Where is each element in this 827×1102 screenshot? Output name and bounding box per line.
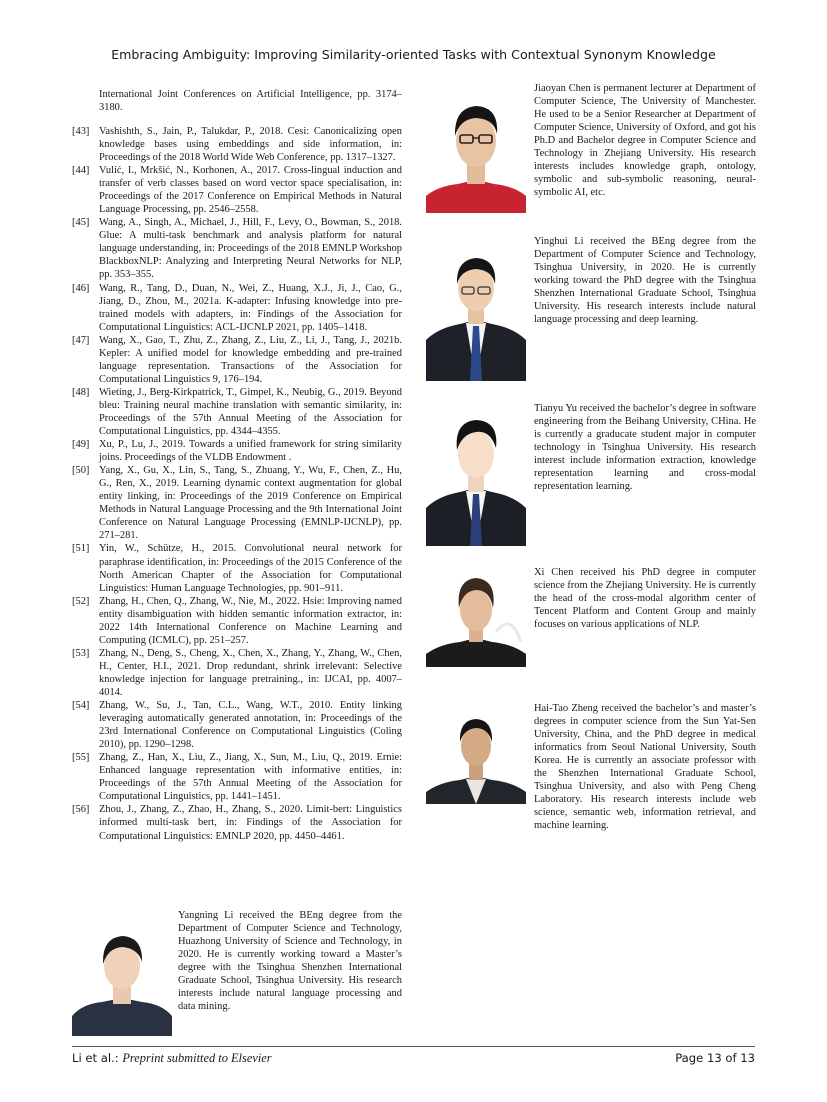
reference-number: [55] [72,752,90,764]
reference-number: [52] [72,595,90,607]
biography-xi-chen: Xi Chen received his PhD degree in computer science from the Zhejiang University. He is currently the head of the cross-modal algorithm center of Tencent Platform and Content Group and mainly focuses on various applications of NLP. [534,567,756,631]
footer-citation [72,1051,272,1066]
footer-rule [72,1046,755,1047]
reference-number: [46] [72,282,90,294]
reference-text: Zhang, Z., Han, X., Liu, Z., Jiang, X., Sun, M., Liu, Q., 2019. Ernie: Enhanced language representation with informative entities, in: Proceedings of the 57th Annual Meeting of the Association for Computational Linguistics, pp. 1441–1451. [99,752,402,803]
reference-number: [50] [72,465,90,477]
reference-text: Wieting, J., Berg-Kirkpatrick, T., Gimpel, K., Neubig, G., 2019. Beyond bleu: Training neural machine translation with semantic similarity, in: Proceedings of the 57th Annual Meeting of the Association for Computational Linguistics, pp. 4344–4355. [99,386,402,438]
author-photo-yangning-li [72,916,172,1036]
reference-text: Zhang, W., Su, J., Tan, C.L., Wang, W.T., 2010. Entity linking leveraging automatically generated annotation, in: Proceedings of the 23rd International Conference on Computational Linguistics (Coling 2010), pp. 1290–1298. [99,700,402,751]
footer-journal: Preprint submitted to Elsevier [122,1051,272,1065]
reference-item [72,438,402,464]
reference-number: [54] [72,700,90,712]
reference-item [72,699,402,751]
reference-text: Zhang, N., Deng, S., Cheng, X., Chen, X., Zhang, Y., Zhang, W., Chen, H., Center, H.I., 2021. Drop redundant, shrink irrelevant: Selective knowledge injection for language pretraining., in: IJCAI, pp. 4007–4014. [99,647,402,698]
reference-number: [43] [72,125,90,137]
reference-item [72,464,402,542]
reference-text: Wang, X., Gao, T., Zhu, Z., Zhang, Z., Liu, Z., Li, J., Tang, J., 2021b. Kepler: A unified model for knowledge embedding and pre-trained language representation. Transactions of the Association for Computational Linguistics 9, 176–194. [99,334,402,385]
reference-text: Yang, X., Gu, X., Lin, S., Tang, S., Zhuang, Y., Wu, F., Chen, Z., Hu, G., Ren, X., 2019. Learning dynamic context augmentation for global entity linking, in: Proceedings of the 2019 Conference on Empirical Methods in Natural Language Processing and the 9th International Joint Conference on Natural Language Processing (EMNLP-IJCNLP), pp. 271–281. [99,465,402,542]
reference-text: Zhang, H., Chen, Q., Zhang, W., Nie, M., 2022. Hsie: Improving named entity disambiguation with hidden semantic information extractor, in: 2022 14th International Conference on Machine Learning and Computing (ICMLC), pp. 251–257. [99,595,402,646]
reference-text: Wang, R., Tang, D., Duan, N., Wei, Z., Huang, X.J., Ji, J., Cao, G., Jiang, D., Zhou, M., 2021a. K-adapter: Infusing knowledge into pre-trained models with adapters, in: Findings of the Association for Computational Linguistics: ACL-IJCNLP 2021, pp. 1405–1418. [99,282,402,333]
footer-authors: Li et al. [72,1051,115,1065]
references-list [72,78,402,843]
reference-item [72,164,402,216]
biography-hai-tao-zheng: Hai-Tao Zheng received the bachelor’s and master’s degrees in computer science from the Sun Yat-Sen University, China, and the PhD degree in medical informatics from Seoul National University, South Korea. He is currently an associate professor with the Shenzhen International Graduate School, Tsinghua University, and also with Peng Cheng Laboratory. His research interests include web science, semantic web, information retrieval, and machine learning. [534,703,756,832]
reference-text: Wang, A., Singh, A., Michael, J., Hill, F., Levy, O., Bowman, S., 2018. Glue: A multi-task benchmark and analysis platform for natural language understanding, in: Proceedings of the 2018 EMNLP Workshop BlackboxNLP: Analyzing and Interpreting Neural Networks for NLP, pp. 353–355. [99,217,402,281]
footer-separator: : [114,1051,123,1065]
reference-item [72,647,402,699]
page-number: Page 13 of 13 [675,1051,755,1065]
reference-item [72,542,402,594]
reference-text: Zhou, J., Zhang, Z., Zhao, H., Zhang, S., 2020. Limit-bert: Linguistics informed multi-task bert, in: Findings of the Association for Computational Linguistics: EMNLP 2020, pp. 4450–4461. [99,804,402,842]
reference-number: [47] [72,334,90,346]
reference-item [72,386,402,438]
biography-yinghui-li: Yinghui Li received the BEng degree from the Department of Computer Science and Technology, Tsinghua University, in 2020. He is currently working toward the PhD degree with the Tsinghua Shenzhen International Graduate School, Tsinghua University. His research interests include natural language processing and deep learning. [534,236,756,326]
biography-jiaoyan-chen: Jiaoyan Chen is permanent lecturer at Department of Computer Science, The University of Manchester. He used to be a Senior Researcher at Department of Computer Science, University of Oxford, and got his Ph.D and Bachelor degree in Computer Science and Technology in Zhejiang University. His research interests includes knowledge graph, ontology, symbolic and sub-symbolic reasoning, neural-symbolic AI, etc. [534,83,756,199]
reference-number: [45] [72,217,90,229]
running-title: Embracing Ambiguity: Improving Similarity-oriented Tasks with Contextual Synonym Knowledge [111,47,716,62]
reference-item [72,125,402,164]
reference-item [72,282,402,334]
reference-item [72,595,402,647]
reference-number: [53] [72,647,90,659]
reference-text: Vulić, I., Mrkšić, N., Korhonen, A., 2017. Cross-lingual induction and transfer of verb classes based on word vector space specialisation, in: Proceedings of the 2017 Conference on Empirical Methods in Natural Language Processing, pp. 2546–2558. [99,165,402,216]
author-photo-tianyu-yu [426,408,526,546]
reference-number: [56] [72,804,90,816]
reference-text: Yin, W., Schütze, H., 2015. Convolutional neural network for paraphrase identification, in: Proceedings of the 2015 Conference of the North American Chapter of the Association for Computational Linguistics: Human Language Technologies, pp. 901–911. [99,543,402,594]
author-photo-hai-tao-zheng [426,710,526,804]
reference-number: [48] [72,386,90,398]
reference-text: Xu, P., Lu, J., 2019. Towards a unified framework for string similarity joins. Proceedings of the VLDB Endowment . [99,439,402,464]
reference-number: [44] [72,165,90,177]
biography-yangning-li: Yangning Li received the BEng degree from the Department of Computer Science and Technology, Huazhong University of Science and Technology, in 2020. He is currently working toward a Master’s degree with the Tsinghua Shenzhen International Graduate School, Tsinghua University. His research interests include natural language processing and data mining. [178,910,402,1013]
author-photo-yinghui-li [426,244,526,381]
author-photo-xi-chen [426,572,526,667]
reference-number: [49] [72,439,90,451]
reference-item [72,334,402,386]
reference-text: Vashishth, S., Jain, P., Talukdar, P., 2018. Cesi: Canonicalizing open knowledge bases using embeddings and side information, in: Proceedings of the 2018 World Wide Web Conference, pp. 1317–1327. [99,125,402,164]
biography-tianyu-yu: Tianyu Yu received the bachelor’s degree in software engineering from the Beihang University, CHina. He is currently a graducate student major in computer technology in Tsinghua University. His research interest include information extraction, knowledge representation learning and cross-modal representation learning. [534,403,756,493]
reference-item [72,751,402,803]
author-photo-jiaoyan-chen [426,86,526,213]
reference-number: [51] [72,543,90,555]
reference-item [72,803,402,842]
reference-continuation: International Joint Conferences on Artificial Intelligence, pp. 3174–3180. [99,89,402,114]
reference-item [72,216,402,281]
